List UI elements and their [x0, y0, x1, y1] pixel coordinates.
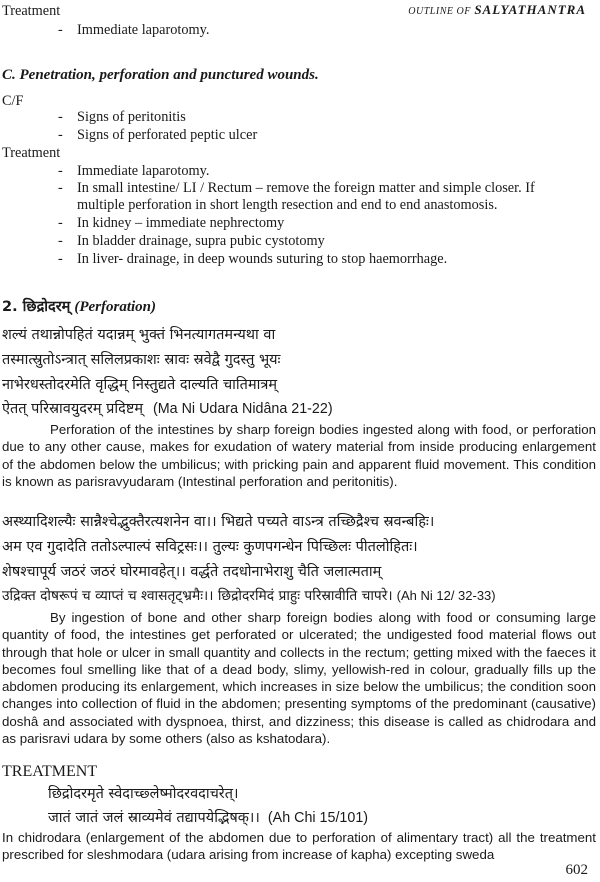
running-header-title: SALYATHANTRA: [474, 2, 586, 17]
verse-line: तस्मात्स्रुतोऽन्त्रात् सलिलप्रकाशः स्रावः स्रवेद्वै गुदस्तु भूयः: [2, 352, 281, 368]
document-page: OUTLINE OF SALYATHANTRA Treatment - Immediate laparotomy. C. Penetration, perforation and punctured wounds. C/F - Signs of peritonitis - Signs of perforated peptic ulcer Treatment - Immediate laparotomy. - In small intestine/ LI / Rectum – remove the foreign matter and simple closer. If multiple perforation in short length resection and end to end anastomosis. - In kidney – immediate nephrectomy - In bladder drainage, supra pubic cystotomy - In liver- drainage, in deep wounds suturing to stop haemorrhage. 2. छिद्रोदरम् (Perforation) शल्यं तथान्नोपहितं यदान्नम् भुक्तं भिनत्यागतमन्यथा वा तस्मात्स्रुतोऽन्त्रात् सलिलप्रकाशः स्रावः स्रवेद्वै गुदस्तु भूयः नाभेरधस्तोदरमेति वृद्धिम् निस्तुद्यते दाल्यति चातिमात्रम् ऐतत् परिस्रावयुदरम् प्रदिष्टम् (Ma Ni Udara Nidâna 21-22) Perforation of the intestines by sharp foreign bodies ingested along with food, or perforation due to any other cause, makes for exudation of watery material from inside producing enlargement of the abdomen below the umbilicus; with pricking pain and apparent fluid movement. This condition is known as parisravyudaram (Intestinal perforation and peritonitis). अस्थ्यादिशल्यैः सान्नैश्चेद्भुक्तैरत्यशनेन वा।। भिद्यते पच्यते वाऽन्त्र तच्छिद्रैश्च स्रवन्बहिः। अम एव गुदादेति ततोऽल्पाल्पं सविट्रसः।। तुल्यः कुणपगन्धेन पिच्छिलः पीतलोहितः। शेषश्चापूर्य जठरं जठरं घोरमावहेत्।। वर्द्धते तदधोनाभेराशु चैति जलात्मताम् उद्रिक्त दोषरूपं च व्याप्तं च श्वासतृट्भ्रमैः।। छिद्रोदरमिदं प्राहुः परिस्रावीति चापरे। (Ah Ni 12/ 32-33) By ingestion of bone and other sharp foreign bodies along with food or consuming large quantity of food, the intestines get perforated or ulcerated; the undigested food material flows out through that hole or ulcer in small quantity and collects in the rectum; getting mixed with the faeces it becomes foul smelling like that of a dead body, slimy, yellowish-red in colour, gradually fills up the abdomen producing its enlargement, which increases in size below the umbilicus; the condition soon changes into collection of fluid in the abdomen; presenting symptoms of the predominant (causative) doshâ and associated with dyspnoea, thirst, and dizziness; this disease is called as chidrodara and as parisravi udara by some others (also as kshatodara). TREATMENT छिद्रोदरमृते स्वेदाच्छ्लेष्मोदरवदाचरेत्। जातं जातं जलं स्राव्यमेवं तद्यापयेद्भिषक्।। (Ah Chi 15/101) In chidrodara (enlargement of the abdomen due to perforation of alimentary tract) all the treatment prescribed for sleshmodara (udara arising from increase of kapha) excepting sweda 602: [2, 2, 596, 878]
verse-line: शल्यं तथान्नोपहितं यदान्नम् भुक्तं भिनत्यागतमन्यथा वा: [2, 327, 276, 343]
verse-line: उद्रिक्त दोषरूपं च व्याप्तं च श्वासतृट्भ्रमैः।। छिद्रोदरमिदं प्राहुः परिस्रावीति चापरे। (Ah Ni 12/ 32-33): [2, 588, 496, 604]
cf-label: C/F: [2, 93, 24, 109]
verse-line: छिद्रोदरमृते स्वेदाच्छ्लेष्मोदरवदाचरेत्।: [48, 786, 239, 802]
section-heading: C. Penetration, perforation and punctured wounds.: [2, 67, 319, 83]
verse-reference: (Ah Chi 15/101): [267, 810, 369, 826]
page-number: 602: [565, 862, 588, 878]
paragraph: In chidrodara (enlargement of the abdomen due to perforation of alimentary tract) all the treatment prescribed for sleshmodara (udara arising from increase of kapha) excepting sweda: [2, 830, 596, 863]
verse-line: नाभेरधस्तोदरमेति वृद्धिम् निस्तुद्यते दाल्यति चातिमात्रम्: [2, 377, 278, 393]
verse-line: अस्थ्यादिशल्यैः सान्नैश्चेद्भुक्तैरत्यशनेन वा।। भिद्यते पच्यते वाऽन्त्र तच्छिद्रैश्च स्रवन्बहिः।: [2, 514, 435, 530]
running-header-prefix: OUTLINE OF: [408, 6, 471, 17]
verse-line: अम एव गुदादेति ततोऽल्पाल्पं सविट्रसः।। तुल्यः कुणपगन्धेन पिच्छिलः पीतलोहितः।: [2, 539, 418, 555]
treatment-label: Treatment: [2, 3, 61, 19]
section-heading-english: (Perforation): [74, 299, 156, 315]
verse-line: ऐतत् परिस्रावयुदरम् प्रदिष्टम् (Ma Ni Udara Nidâna 21-22): [2, 401, 333, 417]
section-heading: [2, 297, 156, 317]
verse-line: जातं जातं जलं स्राव्यमेवं तद्यापयेद्भिषक्।। (Ah Chi 15/101): [48, 810, 369, 826]
treatment-heading: TREATMENT: [2, 763, 98, 780]
treatment-label: Treatment: [2, 145, 61, 161]
running-header: [408, 2, 586, 18]
verse-reference: (Ah Ni 12/ 32-33): [396, 588, 496, 603]
verse-reference: (Ma Ni Udara Nidâna 21-22): [153, 401, 333, 417]
paragraph: By ingestion of bone and other sharp foreign bodies along with food or consuming large quantity of food, the intestines get perforated or ulcerated; the undigested food material flows out through that hole or ulcer in small quantity and collects in the rectum; getting mixed with the faeces it becomes foul smelling like that of a dead body, slimy, yellowish-red in colour, gradually fills up the abdomen producing its enlargement, which increases in size below the umbilicus; the condition soon changes into collection of fluid in the abdomen; presenting symptoms of the predominant (causative) doshâ and associated with dyspnoea, thirst, and dizziness; this disease is called as chidrodara and as parisravi udara by some others (also as kshatodara).: [2, 610, 596, 747]
section-heading-devanagari: 2. छिद्रोदरम्: [2, 299, 71, 315]
verse-line: शेषश्चापूर्य जठरं जठरं घोरमावहेत्।। वर्द्धते तदधोनाभेराशु चैति जलात्मताम्: [2, 564, 382, 580]
paragraph: Perforation of the intestines by sharp foreign bodies ingested along with food, or perforation due to any other cause, makes for exudation of watery material from inside producing enlargement of the abdomen below the umbilicus; with pricking pain and apparent fluid movement. This condition is known as parisravyudaram (Intestinal perforation and peritonitis).: [2, 422, 596, 489]
